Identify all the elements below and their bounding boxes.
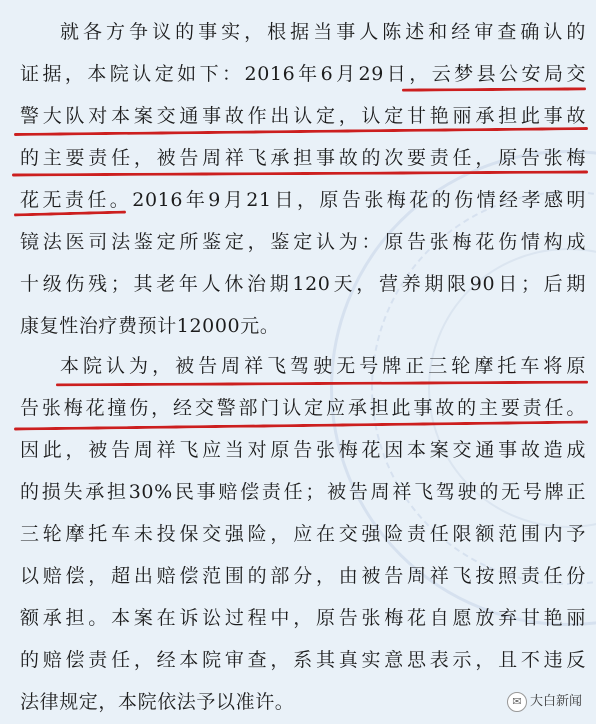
paragraph-2-line-3: 因此，被告周祥飞应当对原告张梅花因本案交通事故造成 [20, 439, 586, 461]
paragraph-1-line-5: 花无责任。2016年9月21日，原告张梅花的伤情经孝感明 [20, 189, 586, 211]
paragraph-2-line-6: 以赔偿，超出赔偿范围的部分，由被告周祥飞按照责任份 [20, 565, 586, 587]
paragraph-2-line-9: 法律规定，本院依法予以准许。 [20, 691, 295, 713]
paragraph-1-line-8: 康复性治疗费预计12000元。 [20, 315, 280, 337]
paragraph-2-line-5: 三轮摩托车未投保交强险，应在交强险责任限额范围内予 [20, 523, 586, 545]
paragraph-2-line-7: 额承担。本案在诉讼过程中，原告张梅花自愿放弃甘艳丽 [20, 607, 586, 629]
paragraph-1-line-6: 镜法医司法鉴定所鉴定，鉴定认为：原告张梅花伤情构成 [20, 231, 586, 253]
paragraph-1-line-3: 警大队对本案交通事故作出认定，认定甘艳丽承担此事故 [20, 105, 586, 127]
paragraph-2-line-2: 告张梅花撞伤，经交警部门认定应承担此事故的主要责任。 [20, 397, 586, 419]
paragraph-1-line-4: 的主要责任，被告周祥飞承担事故的次要责任，原告张梅 [20, 147, 586, 169]
paragraph-2-line-8: 的赔偿责任，经本院审查，系其真实意思表示，且不违反 [20, 649, 586, 671]
paragraph-1-line-7: 十级伤残；其老年人休治期120天，营养期限90日；后期 [20, 273, 586, 295]
paragraph-2-line-1: 本院认为，被告周祥飞驾驶无号牌正三轮摩托车将原 [60, 355, 586, 377]
paragraph-1-line-1: 就各方争议的事实，根据当事人陈述和经审查确认的 [60, 21, 586, 43]
paragraph-2-line-4: 的损失承担30%民事赔偿责任；被告周祥飞驾驶的无号牌正 [20, 481, 586, 503]
source-watermark-text: 大白新闻 [529, 694, 582, 709]
wechat-bubble-icon: ✉ [507, 692, 527, 712]
source-watermark [507, 690, 582, 712]
paragraph-1-line-2: 证据，本院认定如下：2016年6月29日，云梦县公安局交 [20, 63, 586, 85]
